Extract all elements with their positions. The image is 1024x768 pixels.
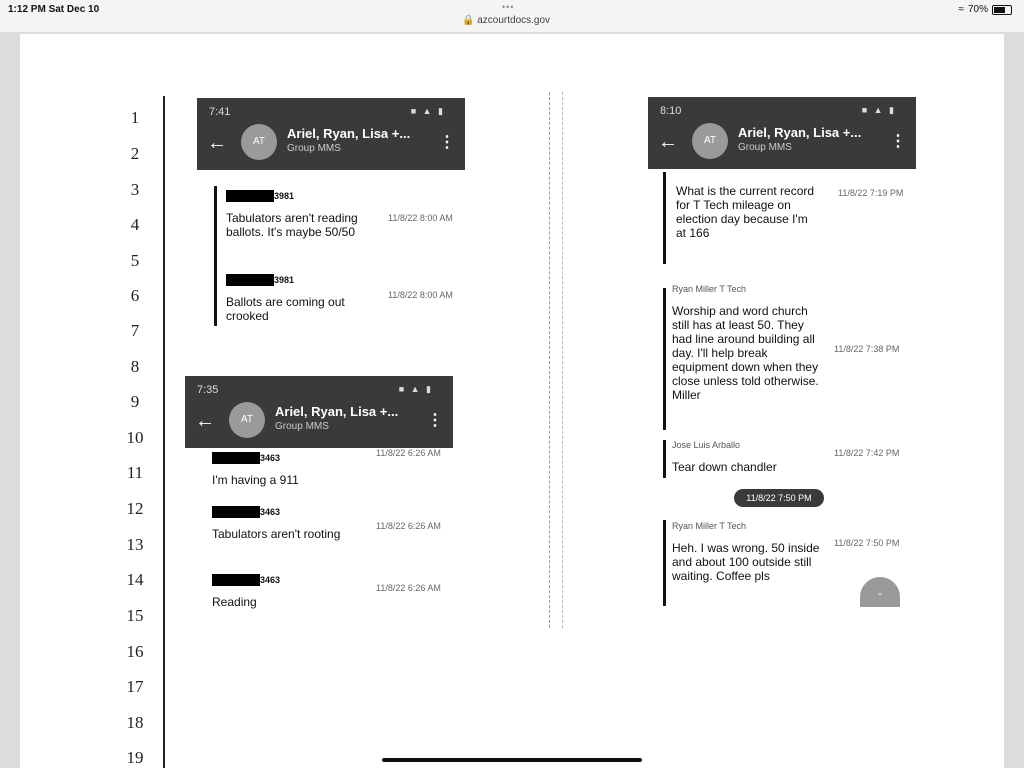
message-bubble: [672, 519, 822, 583]
message-text: I'm having a 911: [212, 473, 299, 487]
message-time: 11/8/22 8:00 AM: [388, 213, 453, 223]
message-bubble: 3463 Reading: [212, 572, 352, 609]
status-right: [958, 4, 1012, 15]
message-text: Ballots are coming out crooked: [226, 295, 345, 323]
status-bar: [0, 0, 1024, 32]
group-avatar: AT: [241, 124, 277, 160]
message-time: 11/8/22 6:26 AM: [376, 583, 441, 593]
line-number: 10: [126, 428, 144, 447]
redacted-sender: [226, 274, 274, 286]
message-bubble: 3463 I'm having a 911: [212, 450, 352, 487]
line-number: 19: [126, 748, 144, 767]
status-time: 1:12 PM Sat Dec 10: [8, 4, 100, 15]
column-divider: [562, 92, 563, 628]
line-number: 16: [126, 642, 144, 661]
phone-status-icons: ■ ▲ ▮: [410, 106, 445, 116]
sender-name: Ryan Miller T Tech: [672, 284, 747, 294]
url-text: azcourtdocs.gov: [477, 15, 551, 26]
line-number: 1: [130, 108, 140, 127]
message-time: 11/8/22 6:26 AM: [376, 448, 441, 458]
message-text: Tabulators aren't rooting: [212, 527, 341, 541]
redacted-sender: [226, 190, 274, 202]
message-time: 11/8/22 8:00 AM: [388, 290, 453, 300]
line-number: 12: [126, 499, 144, 518]
margin-rule: [163, 96, 165, 768]
conversation-subtitle: Group MMS: [275, 421, 329, 432]
url-bar[interactable]: [462, 15, 550, 26]
conversation-title: Ariel, Ryan, Lisa +...: [287, 126, 411, 141]
message-bubble: 3981 Tabulators aren't reading ballots. It's maybe 50/50: [226, 188, 366, 239]
conversation-title: Ariel, Ryan, Lisa +...: [738, 125, 862, 140]
message-bubble: 3463 Tabulators aren't rooting: [212, 504, 352, 541]
message-time: 11/8/22 7:50 PM: [834, 538, 900, 548]
group-avatar: AT: [692, 123, 728, 159]
message-time: 11/8/22 7:42 PM: [834, 448, 900, 458]
line-number: 9: [130, 392, 140, 411]
line-number: 6: [130, 286, 140, 305]
sender-name: Jose Luis Arballo: [672, 440, 741, 450]
message-time: 11/8/22 7:19 PM: [838, 188, 904, 198]
line-number: 7: [130, 321, 140, 340]
phone-header-2: [185, 376, 453, 448]
scroll-down-icon[interactable]: ⌄: [860, 577, 900, 607]
line-number: 4: [130, 215, 140, 234]
phone-status-icons: ■ ▲ ▮: [398, 384, 433, 394]
more-icon[interactable]: •••: [502, 2, 515, 12]
message-bubble: [672, 282, 822, 402]
wifi-icon: ≈: [958, 4, 964, 15]
phone-time: 7:41: [209, 106, 231, 118]
message-thread-bar: [663, 520, 666, 606]
more-vert-icon[interactable]: ⋮: [427, 412, 443, 429]
lock-icon: 🔒: [462, 15, 475, 26]
back-arrow-icon[interactable]: ←: [207, 132, 227, 154]
conversation-subtitle: Group MMS: [738, 142, 792, 153]
phone-time: 7:35: [197, 384, 219, 396]
message-text: What is the current record for T Tech mileage on election day because I'm at 166: [676, 184, 815, 240]
line-number: 15: [126, 606, 144, 625]
message-bubble: [672, 438, 822, 474]
line-number: 5: [130, 251, 140, 270]
back-arrow-icon[interactable]: ←: [658, 131, 678, 153]
line-number: 18: [126, 713, 144, 732]
group-avatar: AT: [229, 402, 265, 438]
message-thread-bar: [663, 288, 666, 430]
date-pill: 11/8/22 7:50 PM: [734, 489, 824, 507]
line-number: 3: [130, 180, 140, 199]
sender-name: Ryan Miller T Tech: [672, 521, 747, 531]
line-number: 8: [130, 357, 140, 376]
home-indicator[interactable]: [382, 758, 642, 762]
message-thread-bar: [663, 440, 666, 478]
message-text: Worship and word church still has at least 50. They had line around building all day. I'll help break equipment down when they close unless told otherwise. Miller: [672, 304, 819, 402]
phone-status-icons: ■ ▲ ▮: [861, 105, 896, 115]
redacted-sender: [212, 452, 260, 464]
back-arrow-icon[interactable]: ←: [195, 410, 215, 432]
message-time: 11/8/22 6:26 AM: [376, 521, 441, 531]
phone-time: 8:10: [660, 105, 682, 117]
line-number: 13: [126, 535, 144, 554]
message-bubble: 3981 Ballots are coming out crooked: [226, 272, 366, 323]
column-divider: [549, 92, 550, 628]
line-number: 2: [130, 144, 140, 163]
phone-header-1: [197, 98, 465, 170]
redacted-sender: [212, 574, 260, 586]
line-number: 17: [126, 677, 144, 696]
message-text: Reading: [212, 595, 257, 609]
message-text: Tabulators aren't reading ballots. It's maybe 50/50: [226, 211, 358, 239]
line-number: 14: [126, 570, 144, 589]
message-thread-bar: [214, 186, 217, 326]
redacted-sender: [212, 506, 260, 518]
more-vert-icon[interactable]: ⋮: [439, 134, 455, 151]
message-bubble: [676, 184, 816, 240]
message-text: Heh. I was wrong. 50 inside and about 100 outside still waiting. Coffee pls: [672, 541, 820, 583]
phone-header-3: [648, 97, 916, 169]
conversation-subtitle: Group MMS: [287, 143, 341, 154]
battery-icon: [992, 5, 1012, 15]
message-text: Tear down chandler: [672, 460, 777, 474]
battery-percent: 70%: [967, 4, 988, 15]
conversation-title: Ariel, Ryan, Lisa +...: [275, 404, 399, 419]
line-number: 11: [126, 463, 144, 482]
more-vert-icon[interactable]: ⋮: [890, 133, 906, 150]
message-thread-bar: [663, 172, 666, 264]
message-time: 11/8/22 7:38 PM: [834, 344, 900, 354]
